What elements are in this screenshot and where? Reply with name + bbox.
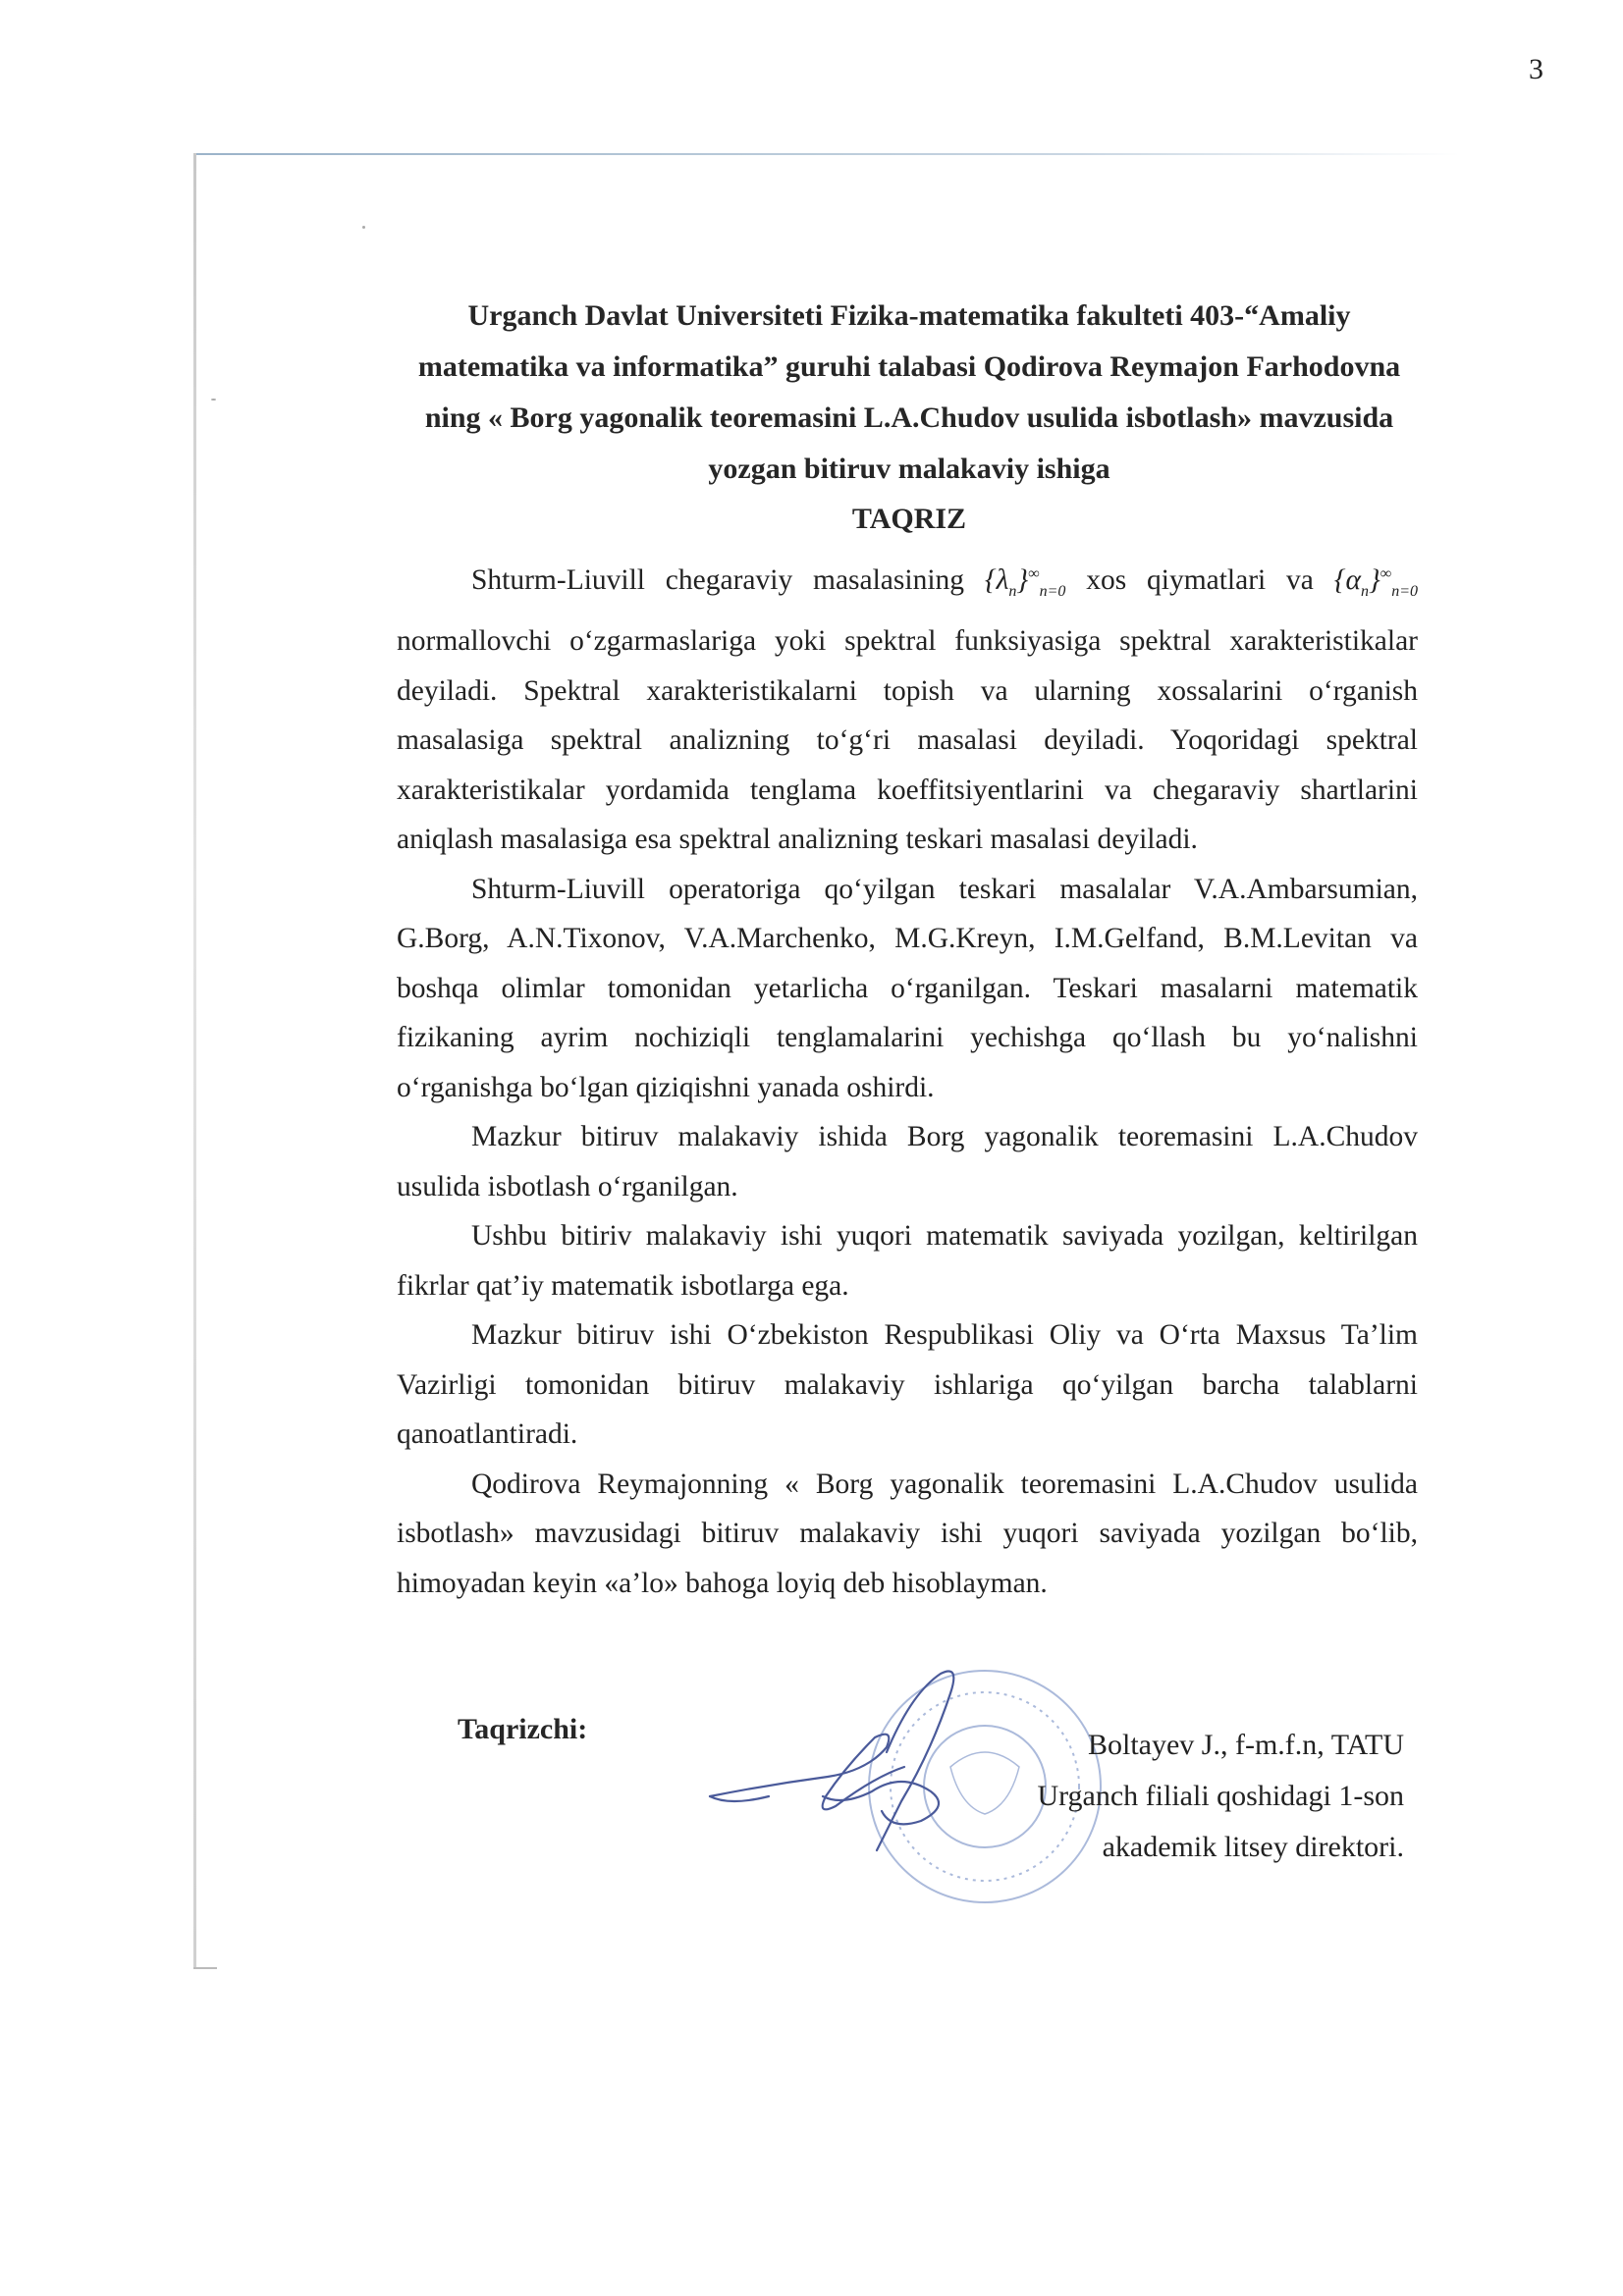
document-title: TAQRIZ bbox=[851, 503, 967, 535]
paragraph-4: Ushbu bitiriv malakaviy ishi yuqori matematik saviyada yozilgan, keltirilgan fikrlar qat’iy matematik isbotlarga ega. bbox=[397, 1220, 1418, 1302]
header-line: Urganch Davlat Universiteti Fizika-matematika fakulteti 403-“Amaliy bbox=[467, 299, 1351, 332]
scan-bottom-mark bbox=[193, 1967, 217, 1969]
reviewer-info bbox=[992, 1720, 1404, 1873]
reviewer-label: Taqrizchi: bbox=[458, 1713, 588, 1745]
reviewer-line: Urganch filiali qoshidagi 1-son bbox=[1037, 1780, 1404, 1812]
paragraph-1 bbox=[397, 550, 1418, 865]
page-number: 3 bbox=[1529, 53, 1543, 85]
document-header bbox=[393, 291, 1426, 495]
paragraph-5: Mazkur bitiruv ishi O‘zbekiston Respublikasi Oliy va O‘rta Maxsus Ta’lim Vazirligi tomonidan bitiruv malakaviy ishlariga qo‘yilgan barcha talablarni qanoatlantiradi. bbox=[397, 1319, 1418, 1451]
scan-left-edge bbox=[193, 153, 196, 1969]
paragraph-2: Shturm-Liuvill operatoriga qo‘yilgan teskari masalalar V.A.Ambarsumian, G.Borg, A.N.Tixonov, V.A.Marchenko, M.G.Kreyn, I.M.Gelfand, B.M.Levitan va boshqa olimlar tomonidan yetarlicha o‘rganilgan. Teskari masalarni matematik fizikaning ayrim nochiziqli tenglamalarini yechishga qo‘llash bu yo‘nalishni o‘rganishga bo‘lgan qiziqishni yanada oshirdi. bbox=[397, 873, 1418, 1103]
reviewer-line: Boltayev J., f-m.f.n, TATU bbox=[1087, 1729, 1404, 1761]
paragraph-1-start: Shturm-Liuvill chegaraviy masalasining bbox=[471, 563, 985, 596]
scan-top-edge bbox=[193, 153, 1460, 155]
scan-speck bbox=[211, 399, 216, 400]
header-line: yozgan bitiruv malakaviy ishiga bbox=[708, 453, 1110, 485]
paragraph-6: Qodirova Reymajonning « Borg yagonalik teoremasini L.A.Chudov usulida isbotlash» mavzusidagi bitiruv malakaviy ishi yuqori saviyada yozilgan bo‘lib, himoyadan keyin «a’lo» bahoga loyiq deb hisoblayman. bbox=[397, 1468, 1418, 1599]
paragraph-1-end: normallovchi o‘zgarmaslariga yoki spektral funksiyasiga spektral xarakteristikalar deyiladi. Spektral xarakteristikalarni topish va ularning xossalarini o‘rganish masalasiga spektral analizning to‘g‘ri masalasi deyiladi. Yoqoridagi spektral xarakteristikalar yordamida tenglama koeffitsiyentlarini va chegaraviy shartlarini aniqlash masalasiga esa spektral analizning teskari masalasi deyiladi. bbox=[397, 625, 1418, 856]
scan-speck bbox=[362, 226, 365, 229]
handwritten-signature bbox=[710, 1672, 953, 1851]
header-line: matematika va informatika” guruhi talabasi Qodirova Reymajon Farhodovna bbox=[417, 350, 1401, 383]
alpha-sequence: $\{\alpha_n\}^\infty_{n=0}$ bbox=[1333, 563, 1418, 600]
review-body bbox=[397, 550, 1418, 1608]
paragraph-3: Mazkur bitiruv malakaviy ishida Borg yagonalik teoremasini L.A.Chudov usulida isbotlash o‘rganilgan. bbox=[397, 1121, 1418, 1202]
reviewer-line: akademik litsey direktori. bbox=[1102, 1831, 1404, 1863]
lambda-sequence: $\{\lambda_n\}^\infty_{n=0}$ bbox=[984, 563, 1066, 600]
paragraph-1-middle: xos qiymatlari va bbox=[1065, 563, 1334, 596]
header-line: ning « Borg yagonalik teoremasini L.A.Chudov usulida isbotlash» mavzusida bbox=[424, 401, 1394, 434]
